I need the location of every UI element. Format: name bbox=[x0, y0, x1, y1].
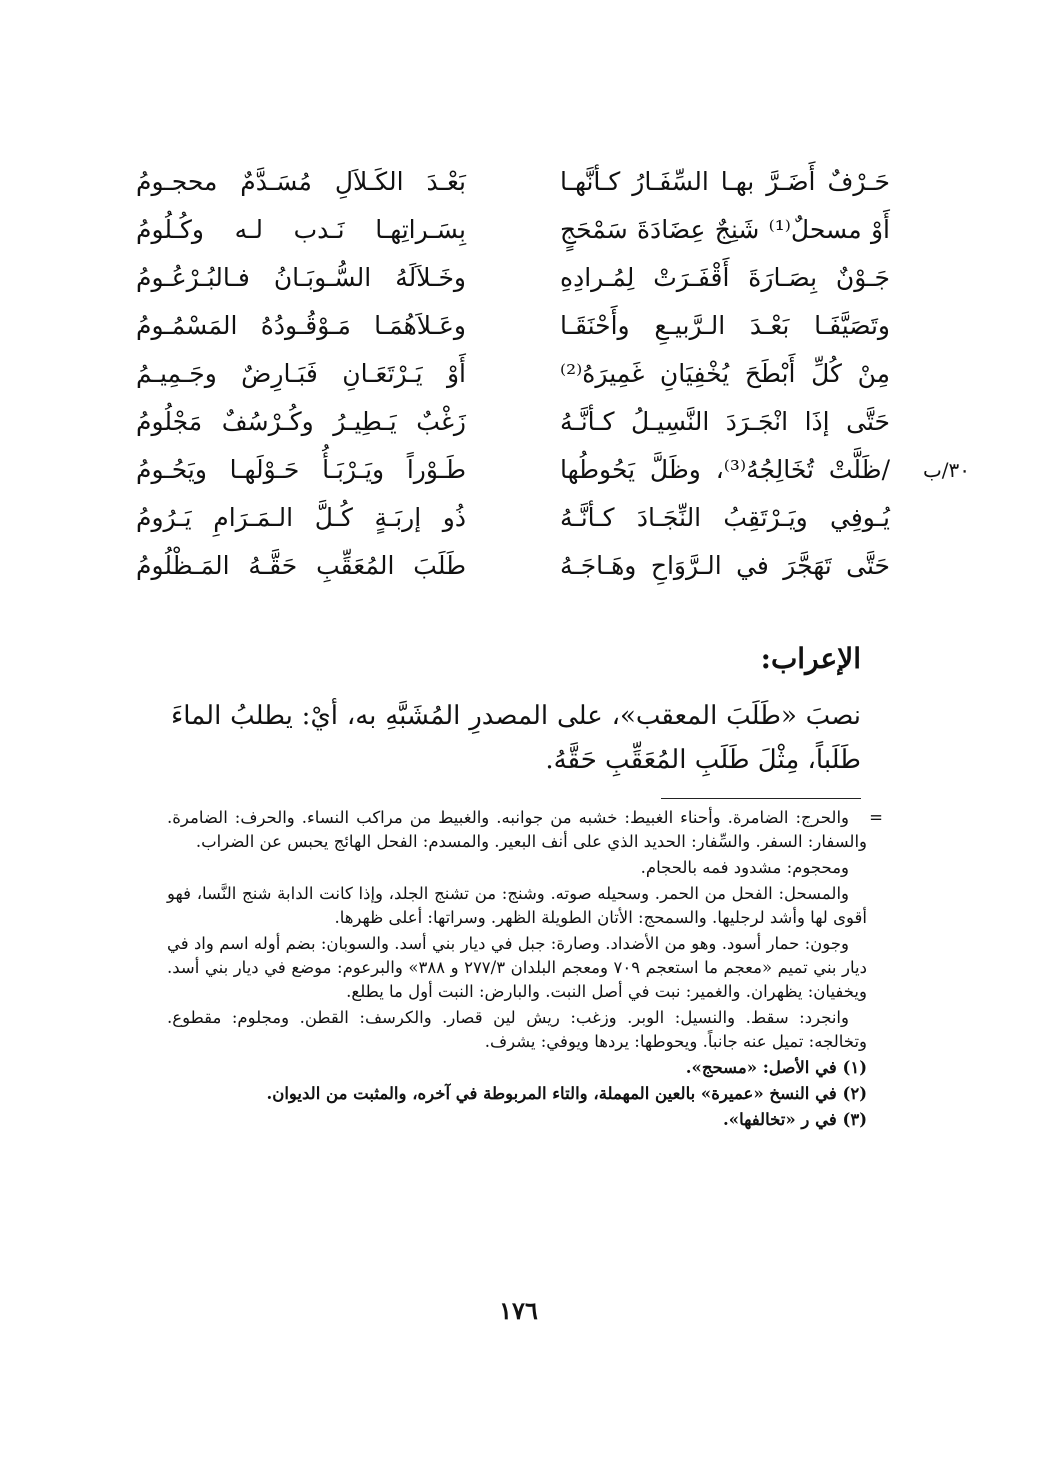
verse bbox=[120, 448, 970, 496]
footnote: (٢) في النسخ «عميرة» بالعين المهملة، والتاء المربوطة في آخره، والمثبت من الديوان. bbox=[266, 1084, 867, 1103]
body-paragraph: نصبَ «طَلَبَ المعقب»، على المصدرِ المُشَبَّهِ به، أيْ: يطلبُ الماءَ طَلَباً، مِثْلَ طَلَبِ المُعَقِّبِ حَقَّهُ. bbox=[171, 701, 861, 775]
first-hemistich: حَـرْفٌ أَضَـرَّ بهـا السِّفَـارُ كـأنَّهـا bbox=[560, 167, 890, 196]
note-paragraph: وانجرد: سقط. والنسيل: الوبر. وزغب: ريش لين قصار. والكرسف: القطن. ومجلوم: مقطوع. وتخالجه: تميل عنه جانباً. ويحوطها: يردها ويوفي: يشرف. bbox=[167, 1008, 867, 1051]
second-hemistich: زَغْبٌ يَـطِيـرُ وكُـرْسُفٌ مَجْلُومُ bbox=[136, 407, 466, 436]
verse bbox=[120, 400, 890, 448]
verse bbox=[120, 544, 890, 592]
verse bbox=[120, 496, 890, 544]
first-hemistich: مِنْ كُلِّ أَبْطَحَ يُخْفِيَانِ غَمِيرَهُ⁽²⁾ bbox=[560, 359, 890, 388]
second-hemistich: بَعْـدَ الكَـلاَلِ مُسَـدَّمٌ محجـومُ bbox=[136, 167, 466, 196]
verse bbox=[120, 256, 890, 304]
poem bbox=[120, 160, 970, 592]
footnote: (٣) في ر «تخالفها». bbox=[723, 1110, 867, 1129]
footnote-separator bbox=[661, 798, 861, 799]
second-hemistich: ذُو إربَـةٍ كُـلَّ الـمَـرَامِ يَـرُومُ bbox=[136, 503, 466, 532]
section-heading: الإعراب: bbox=[760, 642, 861, 675]
note-paragraph: ومحجوم: مشدود فمه بالحجام. bbox=[640, 858, 849, 877]
first-hemistich: يُـوفِي ويَـرْتَقِبُ النِّجَـادَ كـأنَّـهُ bbox=[560, 503, 890, 532]
first-hemistich: أَوْ مسحلٌ⁽¹⁾ شَنِجٌ عِضَادَةَ سَمْحَجٍ bbox=[560, 215, 890, 244]
verse bbox=[120, 160, 890, 208]
second-hemistich: طَلَبَ المُعَقِّبِ حَقَّـهُ المَـظْلُومُ bbox=[136, 551, 466, 580]
second-hemistich: بِسَـراتِهـا نَـدب لـه وكُـلُومُ bbox=[136, 215, 466, 244]
second-hemistich: وخَـلاَلَهُ السُّـوبَـانُ فـالبُـرْعُـومُ bbox=[136, 263, 466, 292]
note-paragraph: وجون: حمار أسود. وهو من الأضداد. وصارة: جبل في ديار بني أسد. والسوبان: بضم أوله اسم واد في ديار بني تميم «معجم ما استعجم ٧٠٩ ومعجم البلدان ٢٧٧/٣ و ٣٨٨» والبرعوم: موضع في ديار بني أسد. ويخفيان: يظهران. والغمير: نبت في أصل النبت. والبارض: النبت أول ما يطلع. bbox=[167, 934, 867, 1001]
verse bbox=[120, 352, 890, 400]
second-hemistich: طَـوْراً ويَـرْبَـأُ حَـوْلَهـا ويَحُـومُ bbox=[136, 455, 466, 484]
continuation-mark: = bbox=[869, 808, 883, 827]
footnote: (١) في الأصل: «مسحج». bbox=[685, 1058, 867, 1077]
second-hemistich: أَوْ يَـرْتَعَـانِ فَبَـارِضٌ وجَـمِيـمُ bbox=[136, 359, 466, 388]
footnotes bbox=[167, 806, 883, 1134]
verse bbox=[120, 208, 890, 256]
verse bbox=[120, 304, 890, 352]
manuscript-folio-marker: ٣٠/ب bbox=[922, 458, 970, 482]
first-hemistich: حَتَّى تَهَجَّرَ في الـرَّوَاحِ وهَـاجَـهُ bbox=[560, 551, 890, 580]
page-number: ١٧٦ bbox=[499, 1296, 538, 1325]
second-hemistich: وعَـلاَهُمَـا مَـوْقُـودُهُ المَسْمُـومُ bbox=[136, 311, 466, 340]
note-paragraph: والمسحل: الفحل من الحمر. وسحيله صوته. وشنج: من تشنج الجلد، وإذا كانت الدابة شنج النَّسا، فهو أقوى لها وأشد لرجليها. والسمحج: الأتان الطويلة الظهر. وسراتها: أعلى ظهرها. bbox=[167, 884, 867, 927]
first-hemistich: جَـوْنٌ بِصَـارَةَ أَقْفَـرَتْ لِمُـرادِهِ bbox=[560, 263, 890, 292]
first-hemistich: /ظَلَّتْ تُخَالِجُهُ⁽³⁾، وظَلَّ يَحُوطُها bbox=[560, 455, 890, 484]
first-hemistich: حَتَّى إذَا انْجَـرَدَ النَّسِيـلُ كـأنَّـهُ bbox=[560, 407, 890, 436]
note-paragraph: والحرج: الضامرة. وأحناء الغبيط: خشبه من جوانبه. والغبيط من مراكب النساء. والحرف: الضامرة. والسفار: السفر. والسِّفار: الحديد الذي على أنف البعير. والمسدم: الفحل الهائج يحبس عن الضراب. bbox=[167, 808, 867, 851]
first-hemistich: وتَصَيَّفَـا بَعْـدَ الـرَّبيـعِ وأَحْنَقَـا bbox=[560, 311, 890, 340]
